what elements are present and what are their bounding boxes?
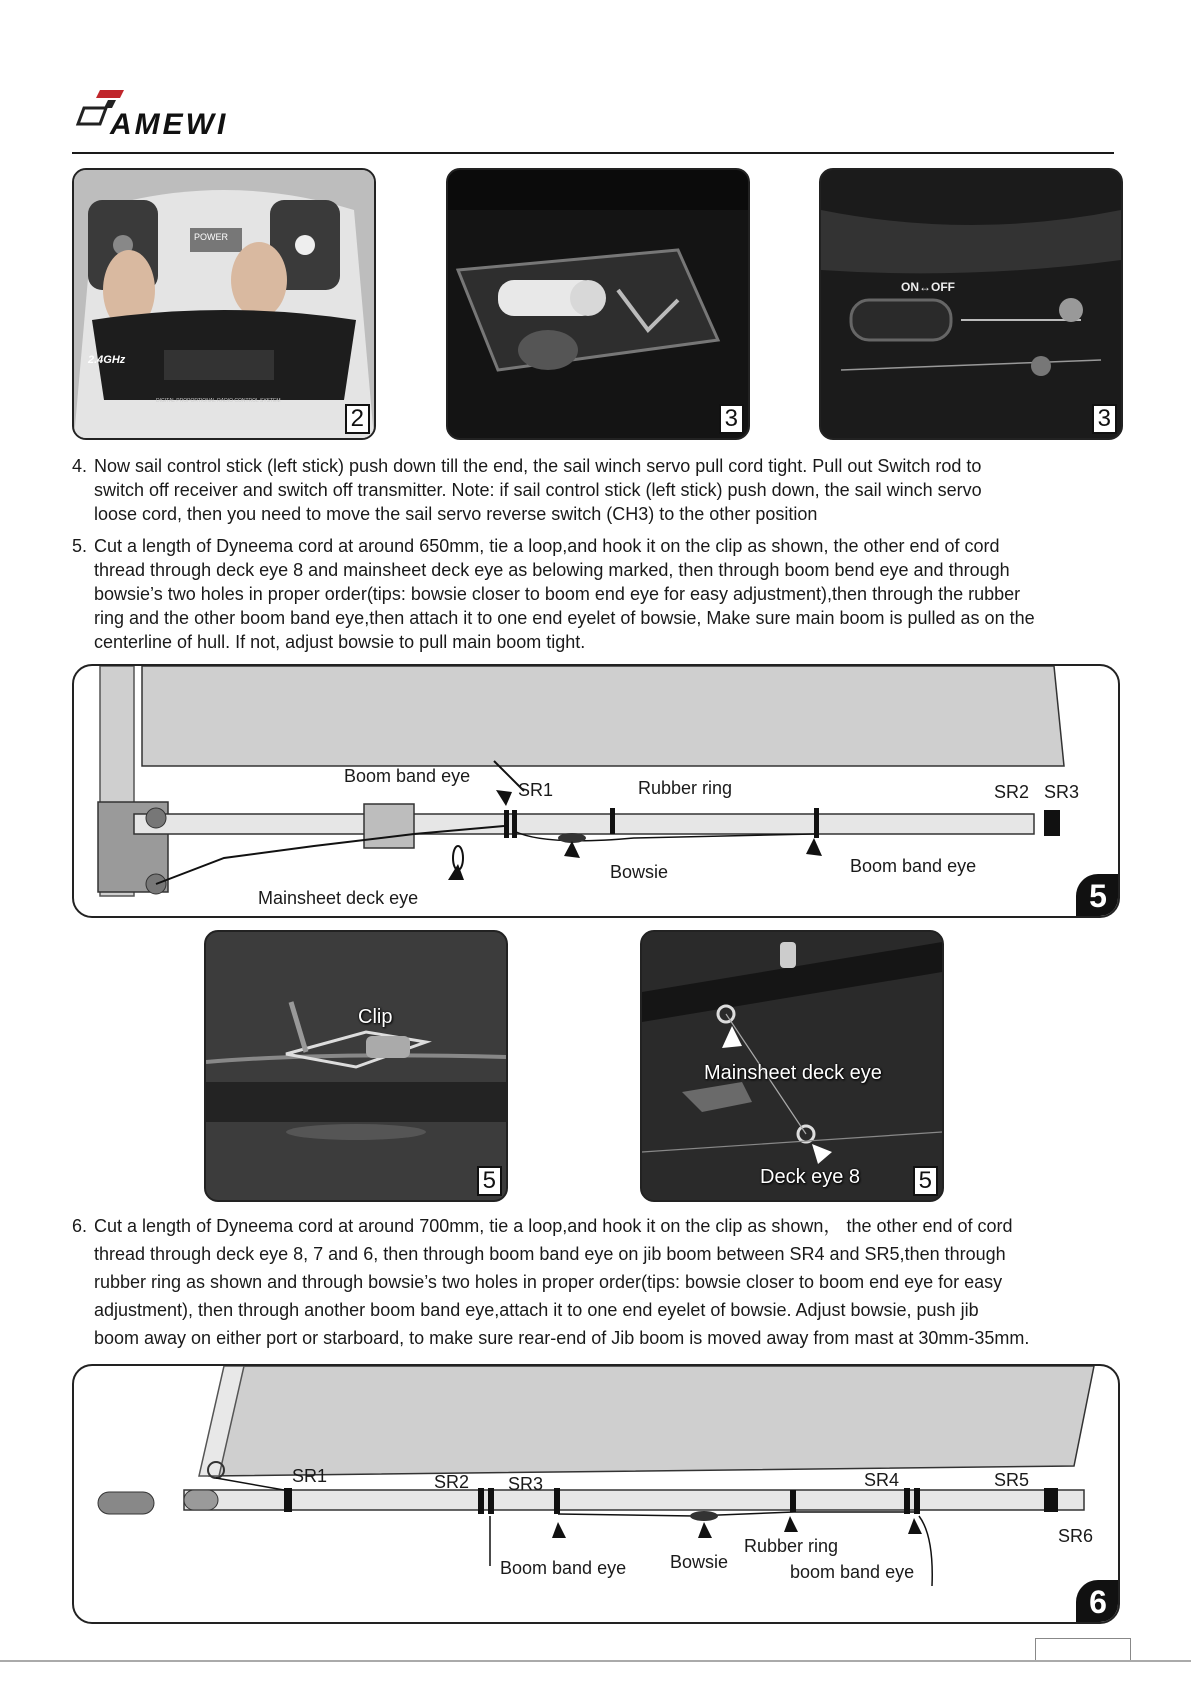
switch-label: ON↔OFF (901, 280, 955, 294)
label-mainsheet-deck-eye-photo: Mainsheet deck eye (704, 1062, 882, 1084)
label-sr5: SR5 (994, 1470, 1030, 1490)
label-sr2: SR2 (434, 1472, 470, 1492)
photo-number: 3 (1092, 404, 1117, 434)
photo-switch (819, 168, 1123, 440)
label-clip: Clip (358, 1006, 393, 1028)
label-mainsheet-deck-eye: Mainsheet deck eye (258, 888, 419, 908)
label-sr4: SR4 (864, 1470, 900, 1490)
photo-deck-eyes (640, 930, 944, 1202)
photo-number: 5 (477, 1166, 502, 1196)
step-5 (72, 534, 1132, 654)
power-label: POWER (194, 232, 229, 242)
diagram-main-boom (72, 664, 1120, 918)
photo-transmitter (72, 168, 376, 440)
band-label: 2.4GHz (88, 354, 126, 366)
photo-number: 3 (719, 404, 744, 434)
step-4 (72, 454, 1132, 526)
step-line: loose cord, then you need to move the sail servo reverse switch (CH3) to the other position (94, 504, 818, 524)
label-boom-band-eye-2: boom band eye (790, 1562, 915, 1582)
step-line: thread through deck eye 8 and mainsheet deck eye as belowing marked, then through boom bend eye and through (94, 560, 1010, 580)
label-deck-eye-8: Deck eye 8 (760, 1166, 861, 1188)
step-line: Cut a length of Dyneema cord at around 650mm, tie a loop,and hook it on the clip as shown, the other end of cord (94, 536, 1000, 556)
label-boom-band-eye-top: Boom band eye (344, 766, 471, 786)
photo-battery (446, 168, 750, 440)
step-line: Cut a length of Dyneema cord at around 700mm, tie a loop,and hook it on the clip as shown， the other end of cord (94, 1216, 1013, 1236)
label-sr3: SR3 (1044, 782, 1080, 802)
step-line: adjustment), then through another boom band eye,attach it to one end eyelet of bowsie. Adjust bowsie, push jib (94, 1300, 979, 1320)
photo-clip (204, 930, 508, 1202)
footer-rule (0, 1660, 1191, 1662)
header-rule (72, 152, 1114, 154)
brand-logo (72, 86, 252, 146)
label-sr1: SR1 (518, 780, 554, 800)
step-number: 6. (72, 1216, 88, 1236)
photo-number: 5 (913, 1166, 938, 1196)
label-rubber-ring: Rubber ring (744, 1536, 839, 1556)
step-line: bowsie’s two holes in proper order(tips: bowsie closer to boom end eye for easy adjustment),then through the rubber (94, 584, 1021, 604)
diagram-badge: 5 (1076, 874, 1120, 918)
photo-number: 2 (345, 404, 370, 434)
step-line: switch off receiver and switch off transmitter. Note: if sail control stick (left stick) push down, the sail winch servo (94, 480, 982, 500)
step-line: thread through deck eye 8, 7 and 6, then through boom band eye on jib boom between SR4 and SR5,then through (94, 1244, 1006, 1264)
label-bowsie: Bowsie (610, 862, 669, 882)
step-number: 5. (72, 536, 88, 556)
step-6 (72, 1212, 1142, 1352)
label-sr3: SR3 (508, 1474, 544, 1494)
label-rubber-ring: Rubber ring (638, 778, 733, 798)
brand-name: AMEWI (110, 108, 229, 141)
diagram-jib-boom (72, 1364, 1120, 1624)
step-line: ring and the other boom band eye,then attach it to one end eyelet of bowsie, Make sure main boom is pulled as on the (94, 608, 1035, 628)
label-boom-band-eye-bottom: Boom band eye (850, 856, 977, 876)
diagram-badge: 6 (1076, 1580, 1120, 1624)
step-line: centerline of hull. If not, adjust bowsie to pull main boom tight. (94, 632, 586, 652)
step-line: boom away on either port or starboard, to make sure rear-end of Jib boom is moved away from mast at 30mm-35mm. (94, 1328, 1030, 1348)
label-sr1: SR1 (292, 1466, 328, 1486)
label-sr2: SR2 (994, 782, 1030, 802)
label-boom-band-eye: Boom band eye (500, 1558, 627, 1578)
remote-caption: DIGITAL PROPORTIONAL RADIO CONTROL SYSTEM (156, 398, 281, 404)
step-number: 4. (72, 456, 88, 476)
label-bowsie: Bowsie (670, 1552, 729, 1572)
label-sr6: SR6 (1058, 1526, 1094, 1546)
step-line: Now sail control stick (left stick) push down till the end, the sail winch servo pull cord tight. Pull out Switch rod to (94, 456, 982, 476)
page-number-box (1035, 1638, 1131, 1661)
step-line: rubber ring as shown and through bowsie’s two holes in proper order(tips: bowsie closer to boom end eye for easy (94, 1272, 1003, 1292)
